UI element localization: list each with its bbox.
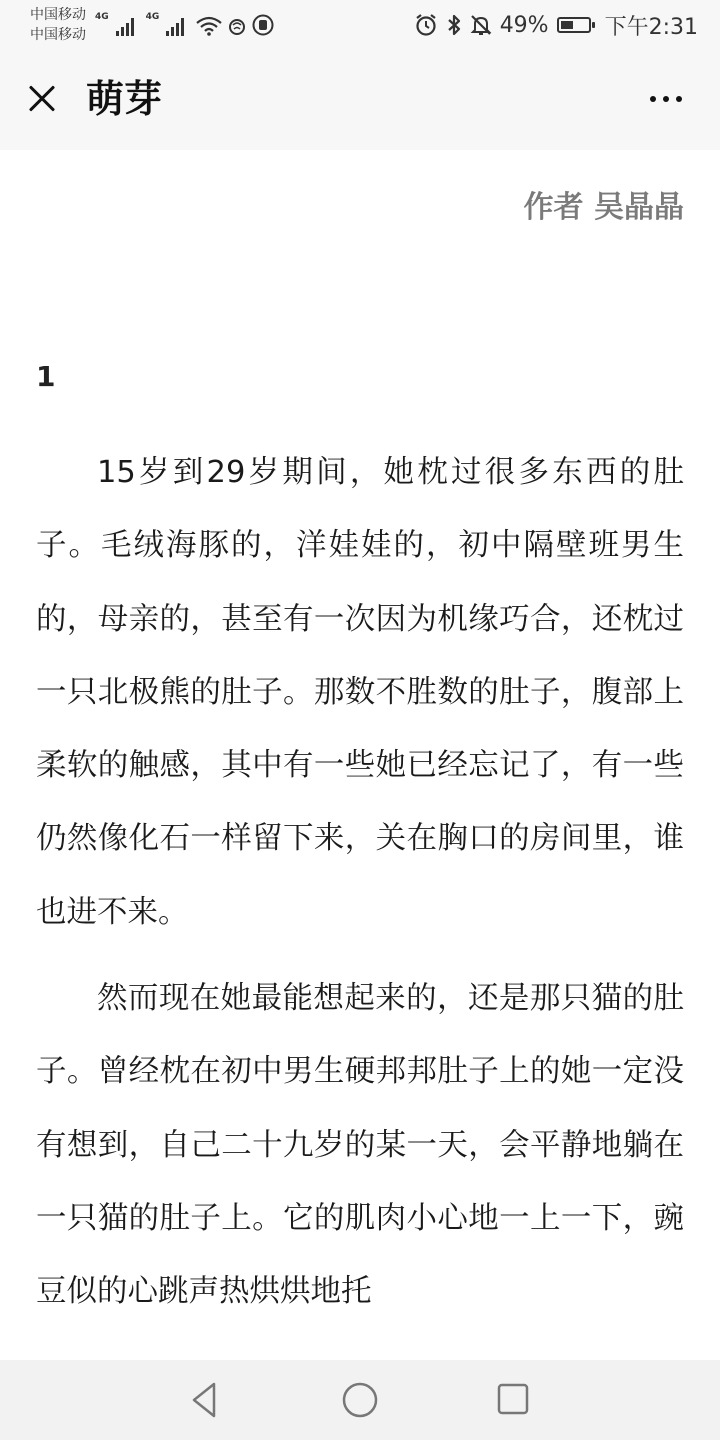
carrier-labels [30, 5, 86, 45]
battery-fill [561, 21, 574, 29]
status-right [414, 8, 698, 42]
article-paragraph: 15岁到29岁期间，她枕过很多东西的肚子。毛绒海豚的，洋娃娃的，初中隔壁班男生的，母亲的，甚至有一次因为机缘巧合，还枕过一只北极熊的肚子。那数不胜数的肚子，腹部上柔软的触感，其中有一些她已经忘记了，有一些仍然像化石一样留下来，关在胸口的房间里，谁也进不来。 [36, 455, 684, 930]
hd-voice-icon [228, 16, 246, 36]
signal-icon [116, 16, 134, 36]
battery-icon [557, 17, 591, 33]
recent-square-icon[interactable] [496, 1382, 530, 1416]
bluetooth-icon [446, 13, 462, 37]
clock: 下午2:31 [604, 14, 698, 40]
article-paragraph: 然而现在她最能想起来的，还是那只猫的肚子。曾经枕在初中男生硬邦邦肚子上的她一定没有想到，自己二十九岁的某一天，会平静地躺在一只猫的肚子上。它的肌肉小心地一上一下，豌豆似的心跳声热烘烘地托 [36, 981, 684, 1310]
article-author: 作者 吴晶晶 [523, 190, 684, 225]
section-number: 1 [36, 360, 56, 393]
home-circle-icon[interactable] [340, 1380, 380, 1420]
network-type-2: 4G [145, 12, 160, 22]
system-nav-bar [0, 1360, 720, 1440]
page-title: 萌芽 [86, 77, 163, 121]
carrier-2: 中国移动 [30, 27, 86, 43]
hand-icon [252, 14, 274, 36]
back-triangle-icon[interactable] [184, 1378, 228, 1422]
mute-icon [470, 13, 492, 37]
close-icon[interactable] [22, 78, 62, 118]
wifi-icon [196, 16, 222, 36]
app-header [0, 50, 720, 150]
signal-icon [166, 16, 184, 36]
more-horizontal-icon[interactable] [650, 96, 682, 102]
network-type-1: 4G [95, 12, 109, 22]
signal-group [95, 12, 274, 36]
status-bar [0, 0, 720, 50]
alarm-icon [414, 13, 438, 37]
battery-percent: 49% [499, 12, 549, 38]
carrier-1: 中国移动 [30, 7, 86, 23]
